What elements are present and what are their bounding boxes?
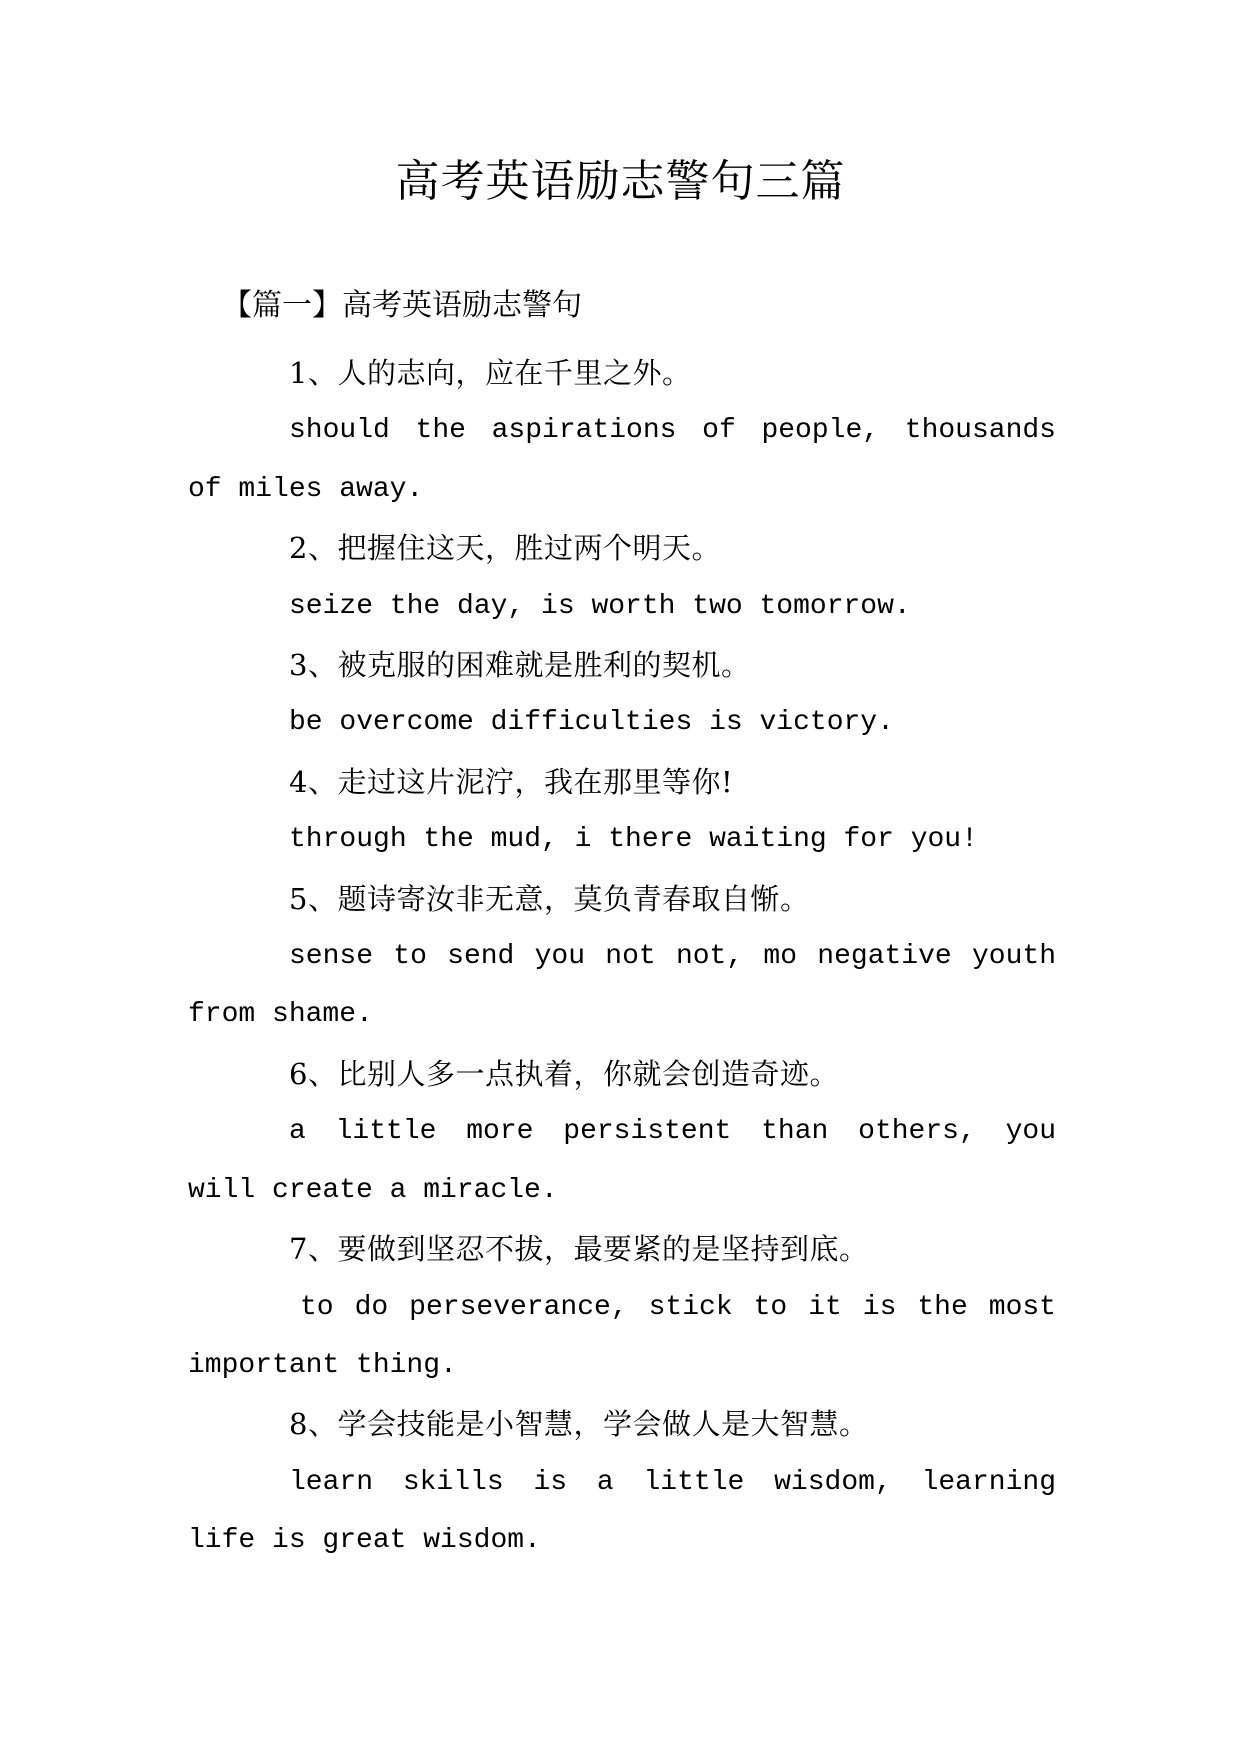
- quote-english-5: sense to send you not not, mo negative youth from shame.: [188, 941, 1056, 1031]
- quote-english-8: learn skills is a little wisdom, learning life is great wisdom.: [188, 1466, 1056, 1557]
- quote-english-2: seize the day, is worth two tomorrow.: [289, 590, 911, 622]
- quote-chinese-7: 7、要做到坚忍不拔，最要紧的是坚持到底。: [289, 1232, 869, 1267]
- quote-english-7: to do perseverance, stick to it is the most important thing.: [188, 1291, 1056, 1381]
- quote-chinese-2: 2、把握住这天，胜过两个明天。: [289, 531, 721, 566]
- quote-chinese-4: 4、走过这片泥泞，我在那里等你!: [289, 764, 734, 799]
- page-title: 高考英语励志警句三篇: [395, 156, 846, 207]
- quote-english-6: a little more persistent than others, you will create a miracle.: [188, 1116, 1056, 1206]
- quote-chinese-6: 6、比别人多一点执着，你就会创造奇迹。: [289, 1056, 839, 1091]
- quote-english-1: should the aspirations of people, thousands of miles away.: [188, 415, 1056, 505]
- section-heading: 【篇一】高考英语励志警句: [222, 288, 582, 323]
- quote-chinese-8: 8、学会技能是小智慧，学会做人是大智慧。: [289, 1407, 869, 1442]
- quote-english-4: through the mud, i there waiting for you!: [289, 824, 978, 856]
- document-body: [188, 344, 1056, 1571]
- quote-chinese-3: 3、被克服的困难就是胜利的契机。: [289, 648, 751, 683]
- quote-english-3: be overcome difficulties is victory.: [289, 707, 894, 739]
- quote-chinese-5: 5、题诗寄汝非无意，莫负青春取自惭。: [289, 881, 810, 916]
- quote-chinese-1: 1、人的志向，应在千里之外。: [289, 356, 692, 390]
